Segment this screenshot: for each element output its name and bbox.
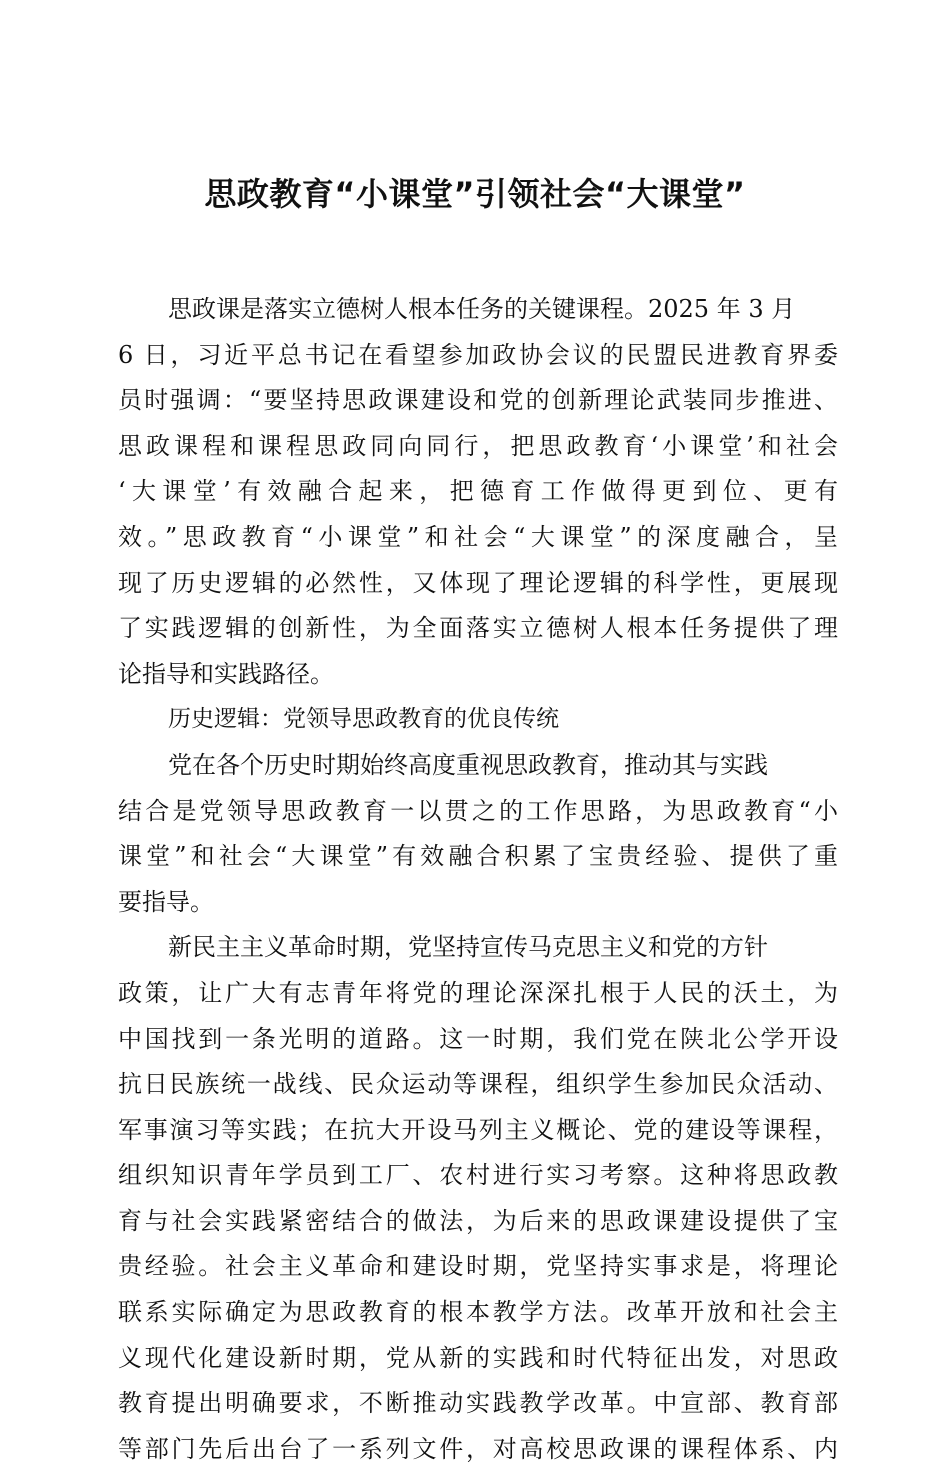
paragraph-line: 现了历史逻辑的必然性，又体现了理论逻辑的科学性，更展现 bbox=[118, 568, 838, 597]
paragraph-line: 思政课程和课程思政同向同行，把思政教育‘小课堂’和社会 bbox=[118, 431, 838, 460]
paragraph-line: 6 日，习近平总书记在看望参加政协会议的民盟民进教育界委 bbox=[118, 340, 838, 369]
paragraph-line: 组织知识青年学员到工厂、农村进行实习考察。这种将思政教 bbox=[118, 1161, 838, 1190]
document-title: 思政教育“小课堂”引领社会“大课堂” bbox=[204, 175, 746, 213]
paragraph-line: 结合是党领导思政教育一以贯之的工作思路，为思政教育“小 bbox=[118, 796, 838, 825]
paragraph-line: 政策，让广大有志青年将党的理论深深扎根于人民的沃土，为 bbox=[118, 978, 838, 1007]
paragraph-line: 思政课是落实立德树人根本任务的关键课程。2025 年 3 月 bbox=[168, 295, 796, 323]
paragraph-line: 军事演习等实践；在抗大开设马列主义概论、党的建设等课程， bbox=[118, 1115, 838, 1144]
paragraph-line: 课堂”和社会“大课堂”有效融合积累了宝贵经验、提供了重 bbox=[118, 842, 838, 871]
section-heading: 历史逻辑：党领导思政教育的优良传统 bbox=[168, 706, 559, 733]
paragraph-line: 新民主主义革命时期，党坚持宣传马克思主义和党的方针 bbox=[168, 933, 768, 962]
paragraph-line: 贵经验。社会主义革命和建设时期，党坚持实事求是，将理论 bbox=[118, 1252, 838, 1281]
document-body bbox=[118, 287, 838, 1472]
paragraph-line: 中国找到一条光明的道路。这一时期，我们党在陕北公学开设 bbox=[118, 1024, 838, 1053]
paragraph-line: 教育提出明确要求，不断推动实践教学改革。中宣部、教育部 bbox=[118, 1389, 838, 1418]
paragraph-line: 党在各个历史时期始终高度重视思政教育，推动其与实践 bbox=[168, 750, 768, 779]
paragraph-line: 要指导。 bbox=[118, 887, 214, 916]
paragraph-line: ‘大课堂’有效融合起来，把德育工作做得更到位、更有 bbox=[118, 477, 838, 506]
paragraph-line: 员时强调：“要坚持思政课建设和党的创新理论武装同步推进、 bbox=[118, 386, 838, 415]
paragraph-line: 效。”思政教育“小课堂”和社会“大课堂”的深度融合，呈 bbox=[118, 522, 838, 551]
paragraph-line: 等部门先后出台了一系列文件，对高校思政课的课程体系、内 bbox=[118, 1434, 838, 1463]
paragraph-line: 了实践逻辑的创新性，为全面落实立德树人根本任务提供了理 bbox=[118, 614, 838, 643]
paragraph-line: 育与社会实践紧密结合的做法，为后来的思政课建设提供了宝 bbox=[118, 1206, 838, 1235]
paragraph-line: 抗日民族统一战线、民众运动等课程，组织学生参加民众活动、 bbox=[118, 1070, 838, 1099]
paragraph-line: 联系实际确定为思政教育的根本教学方法。改革开放和社会主 bbox=[118, 1298, 838, 1327]
paragraph-line: 义现代化建设新时期，党从新的实践和时代特征出发，对思政 bbox=[118, 1343, 838, 1372]
paragraph-line: 论指导和实践路径。 bbox=[118, 659, 334, 688]
